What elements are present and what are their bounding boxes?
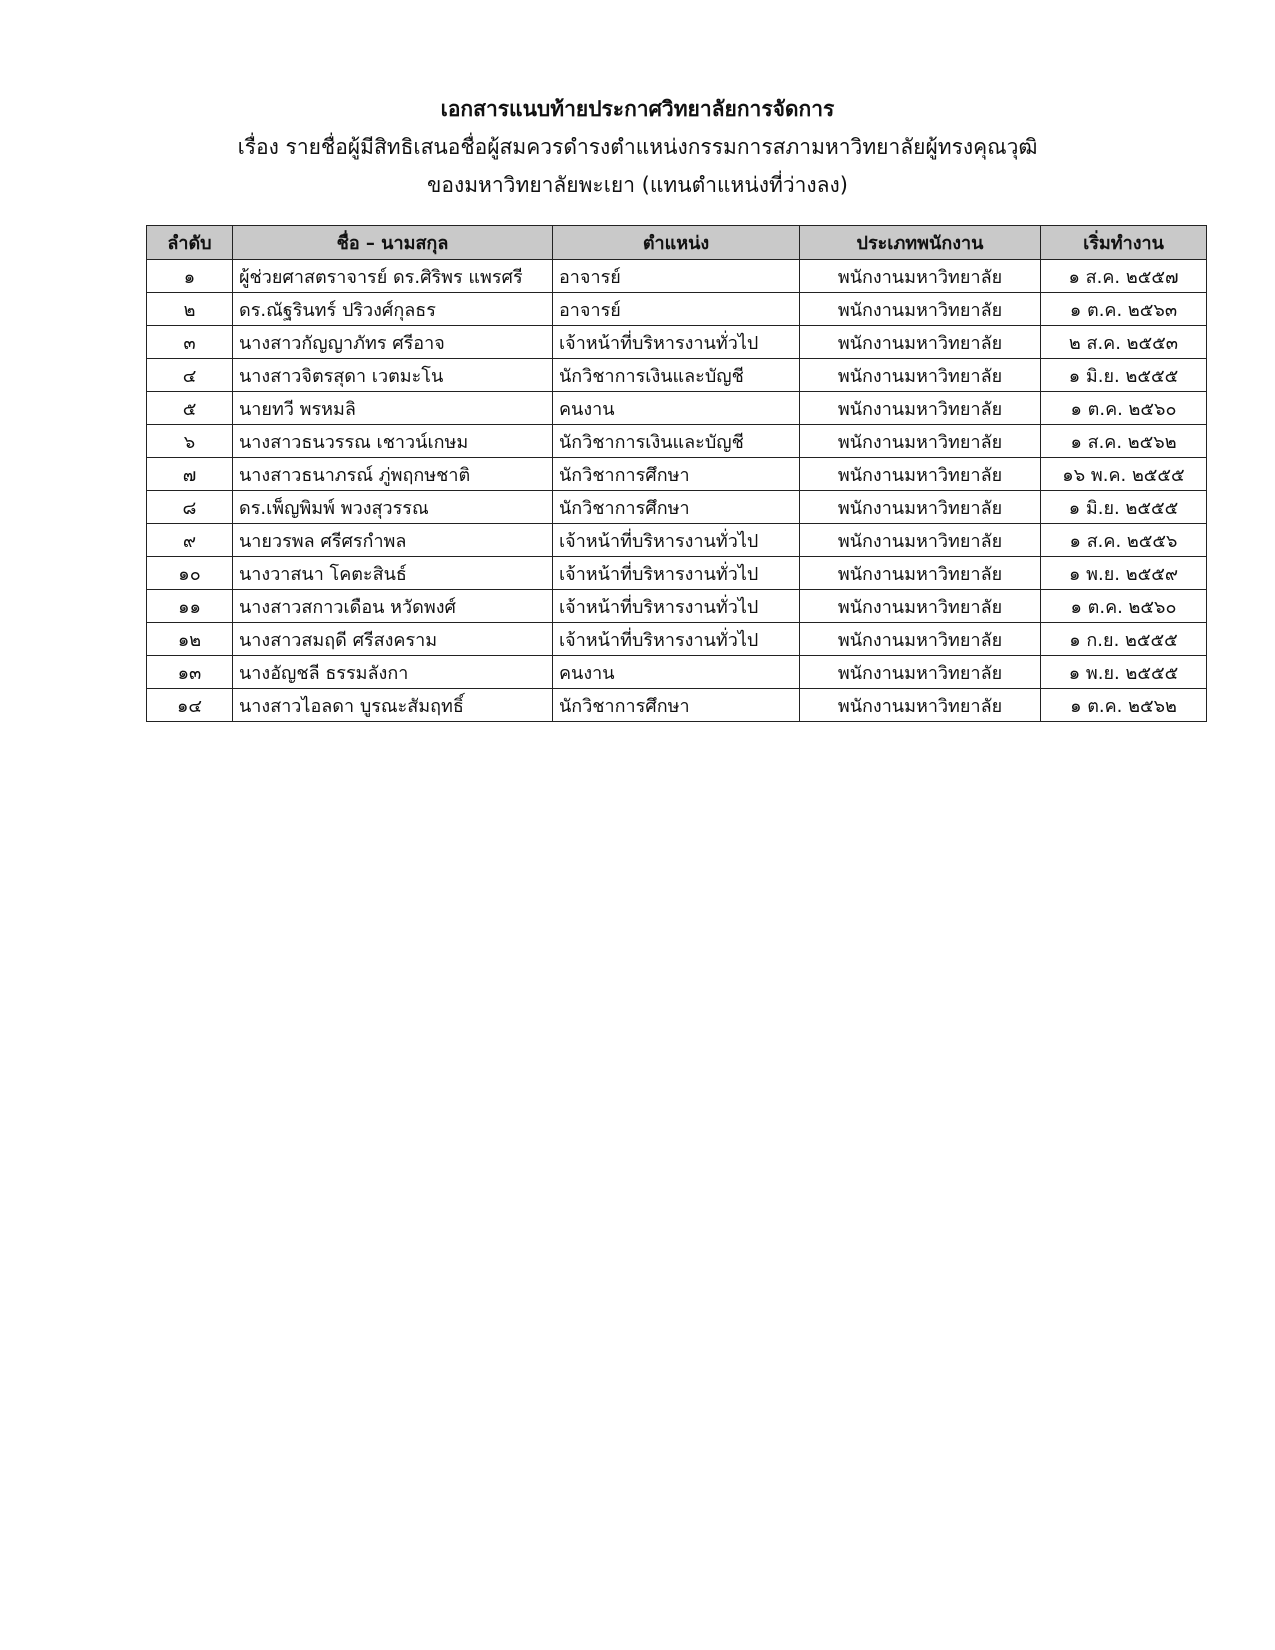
cell-position: อาจารย์: [553, 260, 800, 293]
cell-order: ๒: [147, 293, 233, 326]
cell-start-date: ๑ ส.ค. ๒๕๖๒: [1041, 425, 1207, 458]
table-row: [147, 326, 1207, 359]
cell-position: นักวิชาการเงินและบัญชี: [553, 359, 800, 392]
cell-order: ๑๓: [147, 656, 233, 689]
cell-order: ๑๔: [147, 689, 233, 722]
cell-employee-type: พนักงานมหาวิทยาลัย: [800, 359, 1041, 392]
cell-name: นางวาสนา โคตะสินธ์: [233, 557, 553, 590]
table-row: [147, 425, 1207, 458]
table-row: [147, 590, 1207, 623]
cell-name: นางสาวจิตรสุดา เวตมะโน: [233, 359, 553, 392]
cell-order: ๔: [147, 359, 233, 392]
cell-name: นายทวี พรหมลิ: [233, 392, 553, 425]
cell-employee-type: พนักงานมหาวิทยาลัย: [800, 656, 1041, 689]
cell-order: ๙: [147, 524, 233, 557]
cell-position: นักวิชาการศึกษา: [553, 458, 800, 491]
table-row: [147, 260, 1207, 293]
cell-employee-type: พนักงานมหาวิทยาลัย: [800, 689, 1041, 722]
cell-position: อาจารย์: [553, 293, 800, 326]
cell-position: คนงาน: [553, 392, 800, 425]
table-row: [147, 656, 1207, 689]
table-row: [147, 293, 1207, 326]
cell-employee-type: พนักงานมหาวิทยาลัย: [800, 293, 1041, 326]
table-row: [147, 557, 1207, 590]
table-row: [147, 458, 1207, 491]
cell-order: ๑๑: [147, 590, 233, 623]
cell-start-date: ๑ มิ.ย. ๒๕๕๕: [1041, 491, 1207, 524]
cell-start-date: ๑ ต.ค. ๒๕๖๓: [1041, 293, 1207, 326]
table-row: [147, 689, 1207, 722]
cell-order: ๖: [147, 425, 233, 458]
cell-name: นางสาวสกาวเดือน หวัดพงศ์: [233, 590, 553, 623]
eligible-nominators-table: [146, 225, 1207, 722]
cell-employee-type: พนักงานมหาวิทยาลัย: [800, 557, 1041, 590]
cell-employee-type: พนักงานมหาวิทยาลัย: [800, 392, 1041, 425]
cell-start-date: ๑ พ.ย. ๒๕๕๙: [1041, 557, 1207, 590]
cell-start-date: ๑ ส.ค. ๒๕๕๖: [1041, 524, 1207, 557]
cell-name: ผู้ช่วยศาสตราจารย์ ดร.ศิริพร แพรศรี: [233, 260, 553, 293]
cell-start-date: ๑ ต.ค. ๒๕๖๐: [1041, 392, 1207, 425]
document-title: เอกสารแนบท้ายประกาศวิทยาลัยการจัดการ: [440, 97, 835, 121]
cell-order: ๘: [147, 491, 233, 524]
cell-start-date: ๑ พ.ย. ๒๕๕๕: [1041, 656, 1207, 689]
cell-employee-type: พนักงานมหาวิทยาลัย: [800, 425, 1041, 458]
cell-name: นางสาวสมฤดี ศรีสงคราม: [233, 623, 553, 656]
cell-name: นางสาวธนวรรณ เชาวน์เกษม: [233, 425, 553, 458]
cell-name: นางสาวไอลดา บูรณะสัมฤทธิ์: [233, 689, 553, 722]
cell-position: เจ้าหน้าที่บริหารงานทั่วไป: [553, 557, 800, 590]
cell-order: ๓: [147, 326, 233, 359]
table-body: [147, 260, 1207, 722]
cell-name: ดร.เพ็ญพิมพ์ พวงสุวรรณ: [233, 491, 553, 524]
header-name: ชื่อ – นามสกุล: [233, 226, 553, 260]
cell-start-date: ๑ ส.ค. ๒๕๕๗: [1041, 260, 1207, 293]
cell-name: นายวรพล ศรีศรกำพล: [233, 524, 553, 557]
table-row: [147, 359, 1207, 392]
cell-name: นางสาวธนาภรณ์ ภู่พฤกษชาติ: [233, 458, 553, 491]
cell-employee-type: พนักงานมหาวิทยาลัย: [800, 260, 1041, 293]
cell-name: ดร.ณัฐรินทร์ ปริวงศ์กุลธร: [233, 293, 553, 326]
cell-name: นางอัญชลี ธรรมลังกา: [233, 656, 553, 689]
cell-order: ๑๐: [147, 557, 233, 590]
cell-employee-type: พนักงานมหาวิทยาลัย: [800, 326, 1041, 359]
cell-order: ๑๒: [147, 623, 233, 656]
cell-start-date: ๒ ส.ค. ๒๕๕๓: [1041, 326, 1207, 359]
cell-position: คนงาน: [553, 656, 800, 689]
cell-employee-type: พนักงานมหาวิทยาลัย: [800, 491, 1041, 524]
cell-order: ๕: [147, 392, 233, 425]
document-subject-line-2: ของมหาวิทยาลัยพะเยา (แทนตำแหน่งที่ว่างลง): [426, 173, 848, 197]
cell-employee-type: พนักงานมหาวิทยาลัย: [800, 524, 1041, 557]
header-employee-type: ประเภทพนักงาน: [800, 226, 1041, 260]
cell-order: ๑: [147, 260, 233, 293]
cell-position: นักวิชาการศึกษา: [553, 689, 800, 722]
cell-position: นักวิชาการศึกษา: [553, 491, 800, 524]
cell-employee-type: พนักงานมหาวิทยาลัย: [800, 590, 1041, 623]
cell-position: เจ้าหน้าที่บริหารงานทั่วไป: [553, 326, 800, 359]
cell-start-date: ๑ ต.ค. ๒๕๖๐: [1041, 590, 1207, 623]
cell-name: นางสาวกัญญาภัทร ศรีอาจ: [233, 326, 553, 359]
cell-position: เจ้าหน้าที่บริหารงานทั่วไป: [553, 524, 800, 557]
header-position: ตำแหน่ง: [553, 226, 800, 260]
table-row: [147, 491, 1207, 524]
table-row: [147, 623, 1207, 656]
cell-position: เจ้าหน้าที่บริหารงานทั่วไป: [553, 590, 800, 623]
document-subject-line-1: เรื่อง รายชื่อผู้มีสิทธิเสนอชื่อผู้สมควรดำรงตำแหน่งกรรมการสภามหาวิทยาลัยผู้ทรงคุณวุฒิ: [237, 135, 1038, 159]
cell-start-date: ๑ ก.ย. ๒๕๕๕: [1041, 623, 1207, 656]
table-row: [147, 392, 1207, 425]
cell-position: นักวิชาการเงินและบัญชี: [553, 425, 800, 458]
cell-order: ๗: [147, 458, 233, 491]
cell-position: เจ้าหน้าที่บริหารงานทั่วไป: [553, 623, 800, 656]
header-order: ลำดับ: [147, 226, 233, 260]
cell-start-date: ๑ ต.ค. ๒๕๖๒: [1041, 689, 1207, 722]
cell-start-date: ๑๖ พ.ค. ๒๕๕๕: [1041, 458, 1207, 491]
table-row: [147, 524, 1207, 557]
cell-employee-type: พนักงานมหาวิทยาลัย: [800, 458, 1041, 491]
cell-start-date: ๑ มิ.ย. ๒๕๕๕: [1041, 359, 1207, 392]
header-start-date: เริ่มทำงาน: [1041, 226, 1207, 260]
table-header-row: [147, 226, 1207, 260]
cell-employee-type: พนักงานมหาวิทยาลัย: [800, 623, 1041, 656]
